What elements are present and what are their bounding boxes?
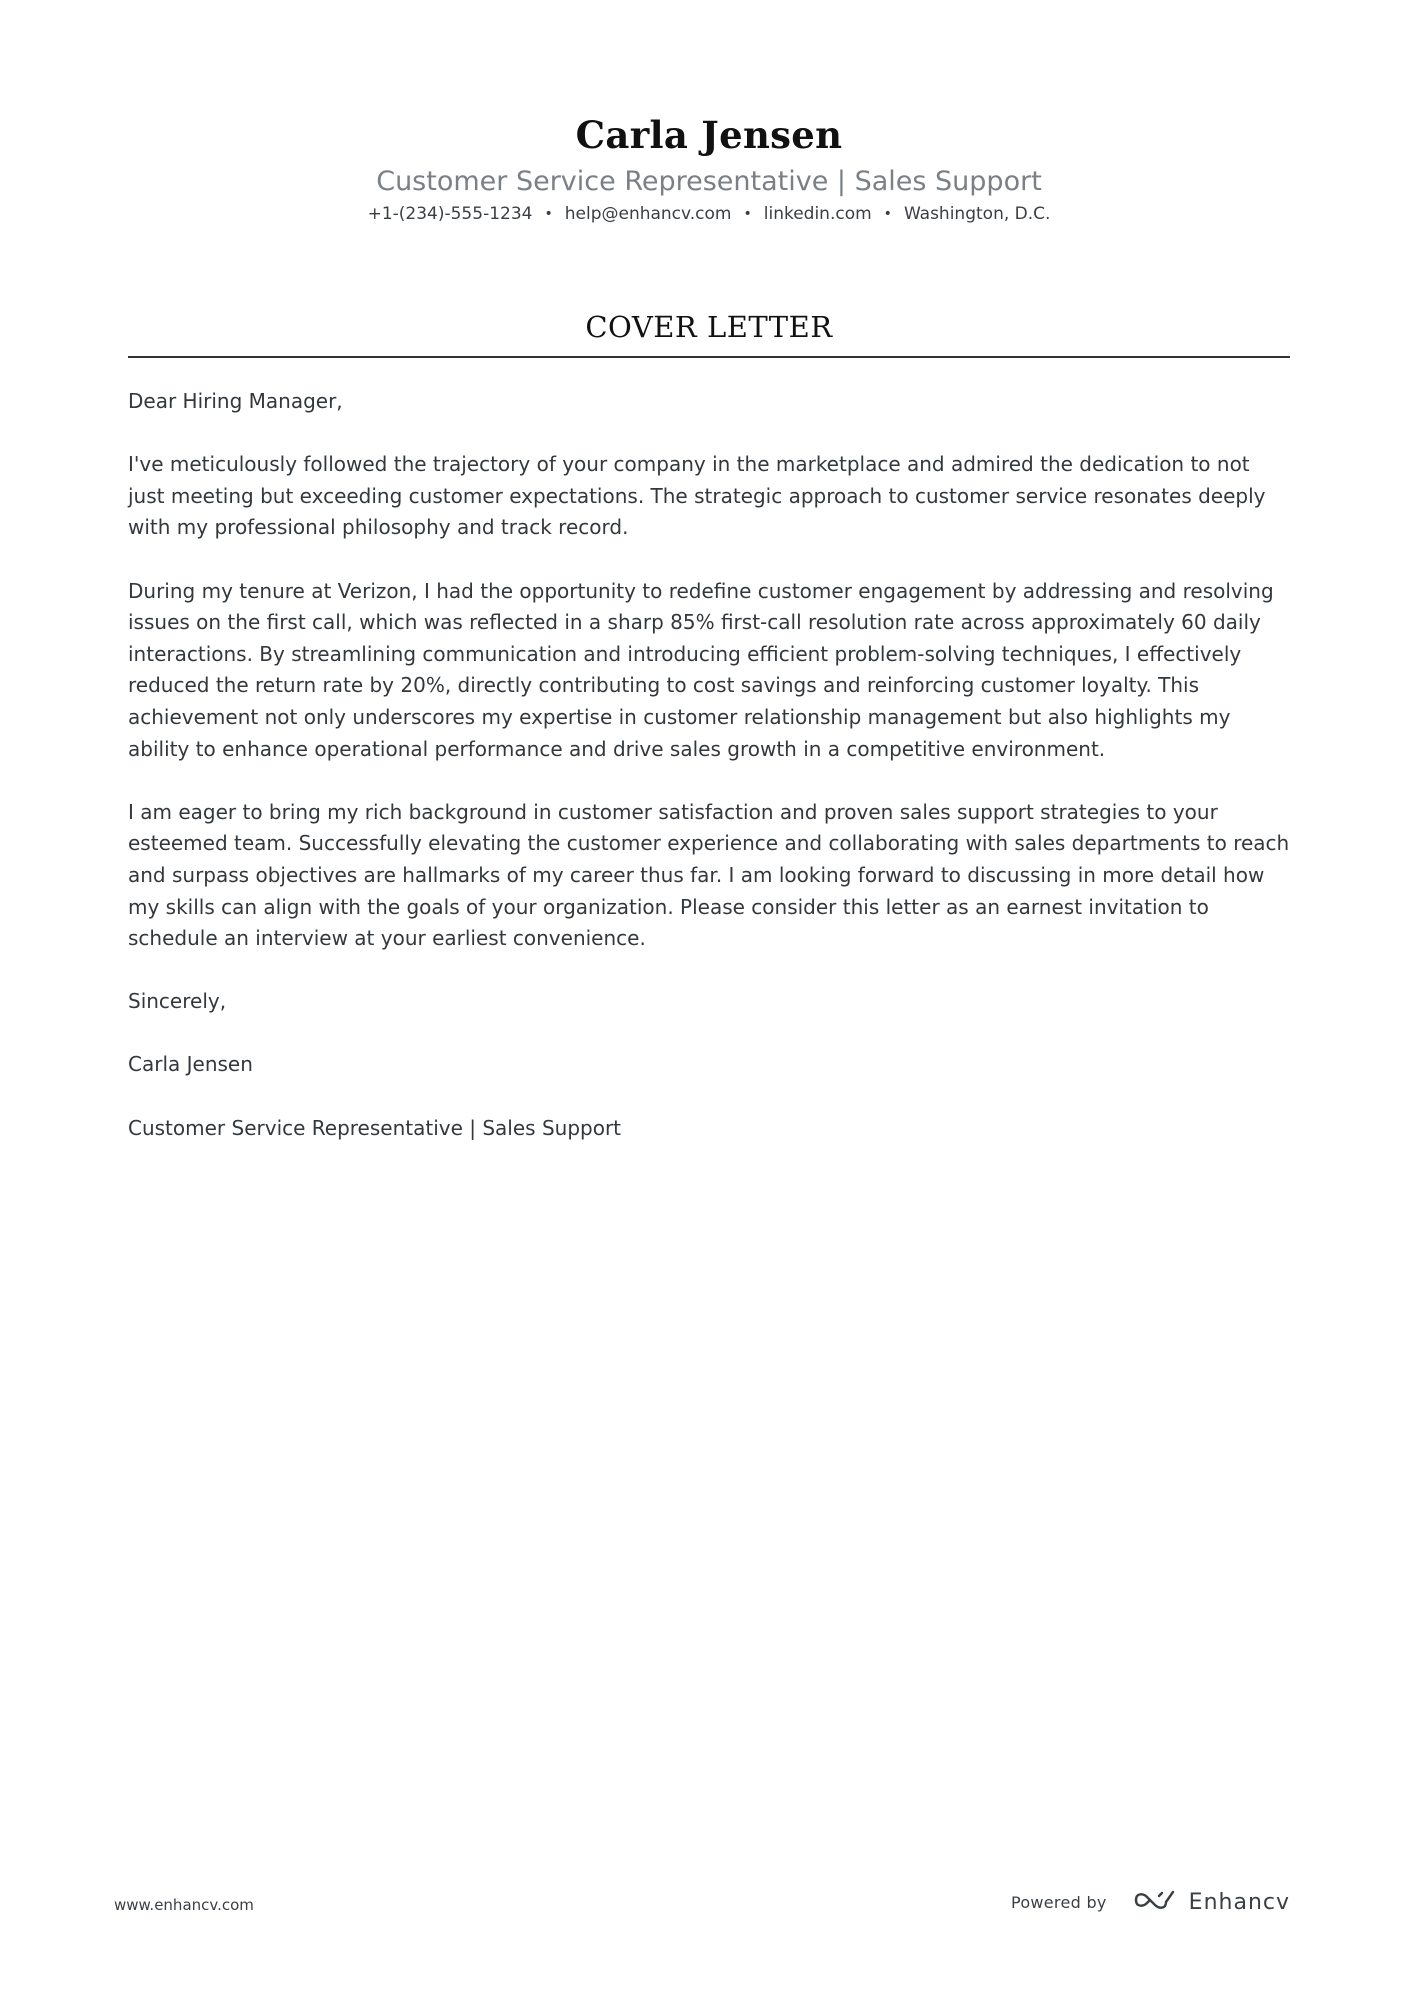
applicant-title: Customer Service Representative | Sales Support (376, 166, 1042, 197)
letter-paragraph: I am eager to bring my rich background in customer satisfaction and proven sales support strategies to your esteemed team. Successfully elevating the customer experience and collaborating with sales departments to reach and surpass objectives are hallmarks of my career thus far. I am looking forward to discussing in more detail how my skills can align with the goals of your organization. Please consider this letter as an earnest invitation to schedule an interview at your earliest convenience. (128, 799, 1290, 951)
brand-logo[interactable] (1133, 1888, 1290, 1916)
footer-branding (1011, 1888, 1290, 1916)
contact-email: help@enhancv.com (564, 204, 732, 224)
section-title: COVER LETTER (585, 310, 833, 344)
powered-by-label: Powered by (1010, 1892, 1107, 1912)
contact-line (128, 202, 1290, 227)
applicant-name: Carla Jensen (575, 113, 843, 157)
contact-separator: • (883, 206, 892, 222)
letter-greeting: Dear Hiring Manager, (128, 389, 343, 413)
contact-location: Washington, D.C. (903, 204, 1051, 224)
footer-website[interactable]: www.enhancv.com (114, 1896, 254, 1914)
contact-phone: +1-(234)-555-1234 (367, 204, 533, 224)
brand-name: Enhancv (1188, 1889, 1290, 1915)
contact-separator: • (743, 206, 752, 222)
letter-paragraph: During my tenure at Verizon, I had the opportunity to redefine customer engagement by addressing and resolving issues on the first call, which was reflected in a sharp 85% first-call resolution rate across approximately 60 daily interactions. By streamlining communication and introducing efficient problem-solving techniques, I effectively reduced the return rate by 20%, directly contributing to cost savings and reinforcing customer loyalty. This achievement not only underscores my expertise in customer relationship management but also highlights my ability to enhance operational performance and drive sales growth in a competitive environment. (128, 578, 1274, 761)
signature-title: Customer Service Representative | Sales Support (128, 1115, 622, 1140)
section-divider (128, 356, 1290, 358)
letter-body (128, 386, 1290, 1176)
letter-paragraph: I've meticulously followed the trajectory of your company in the marketplace and admired the dedication to not just meeting but exceeding customer expectations. The strategic approach to customer service resonates deeply with my professional philosophy and track record. (128, 452, 1266, 540)
enhancv-logo-icon (1133, 1888, 1179, 1916)
signature-name: Carla Jensen (128, 1052, 253, 1077)
contact-linkedin: linkedin.com (763, 204, 872, 224)
contact-separator: • (544, 206, 553, 222)
letter-header (128, 110, 1290, 227)
letter-closing: Sincerely, (128, 989, 227, 1014)
